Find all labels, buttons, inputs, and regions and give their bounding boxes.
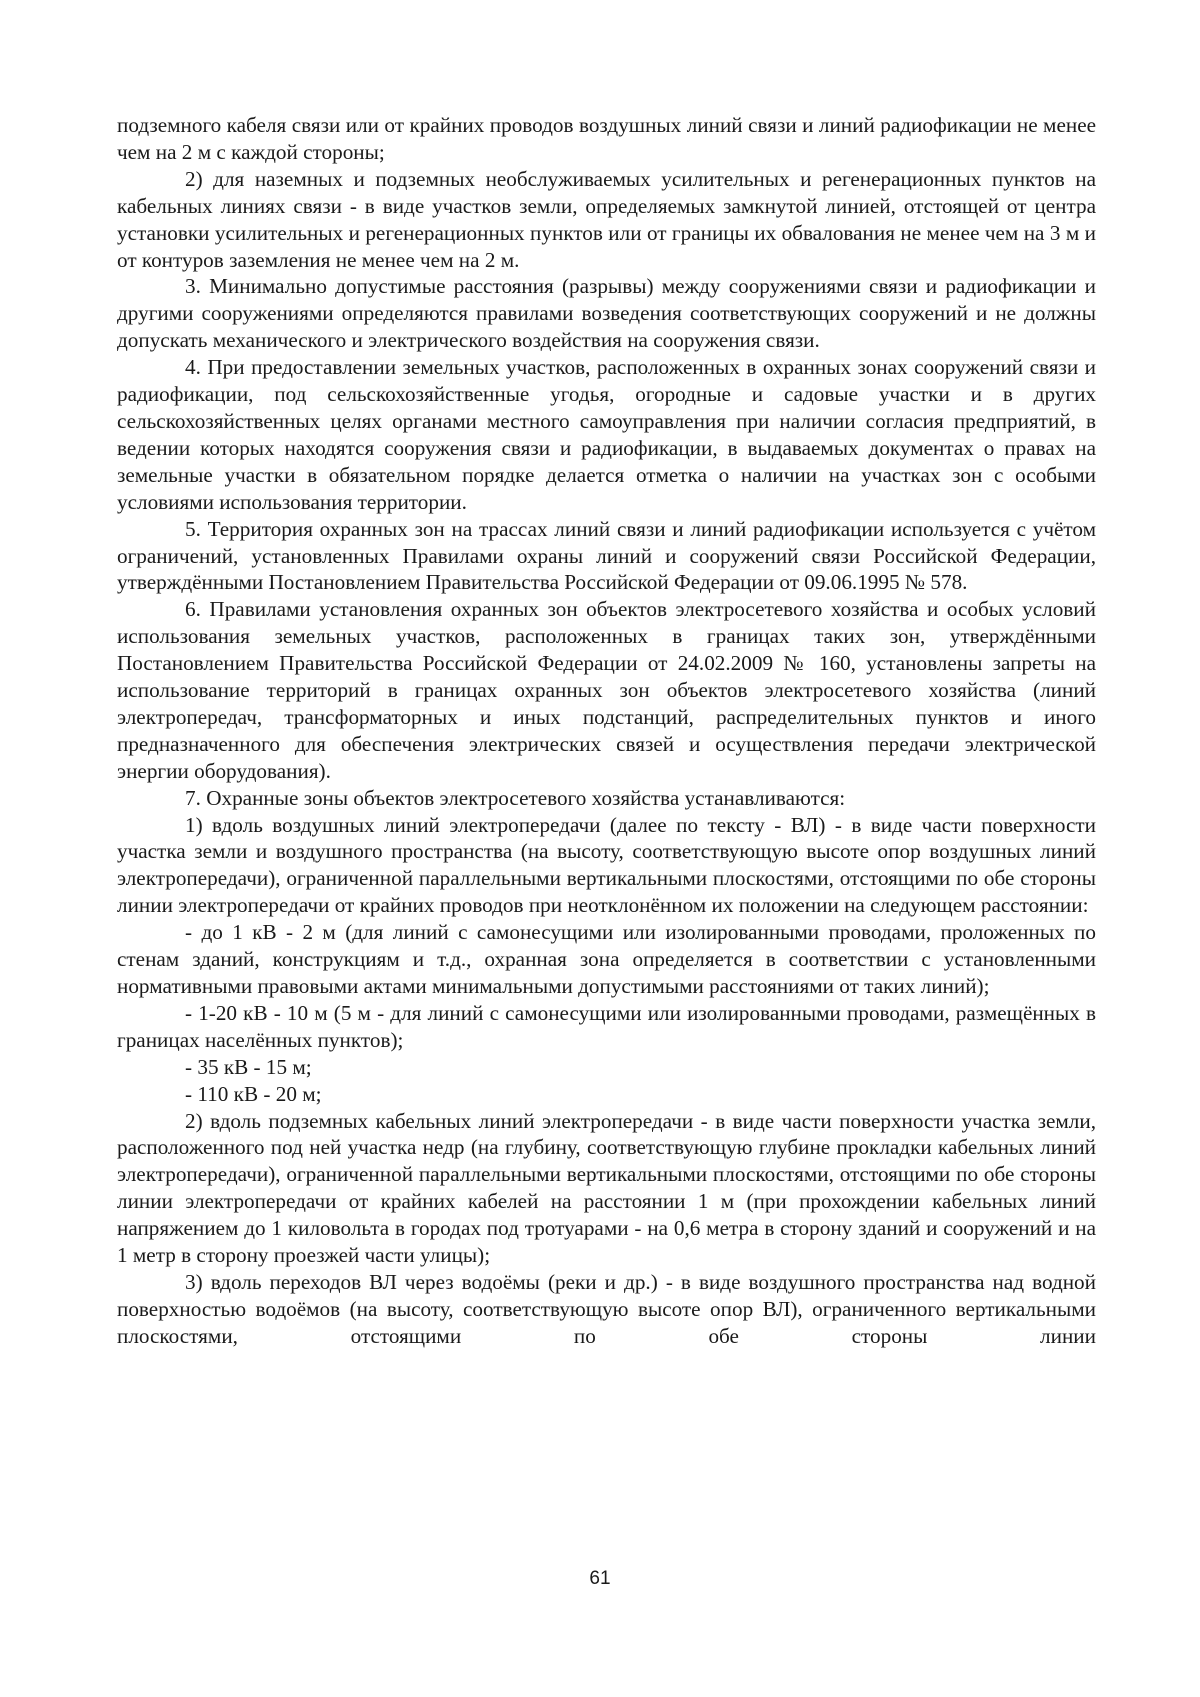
paragraph-overhead-lines: 1) вдоль воздушных линий электропередачи (далее по тексту - ВЛ) - в виде части поверхности участка земли и воздушного пространства (на высоту, соответствующую высоте опор воздушных линий электропередачи), ограниченной параллельными вертикальными плоскостями, отстоящими по обе стороны линии электропередачи от крайних проводов при неотклонённом их положении на следующем расстоянии: xyxy=(117,812,1096,918)
paragraph-3-min-distances: 3. Минимально допустимые расстояния (разрывы) между сооружениями связи и радиофикации и другими сооружениями определяются правилами возведения соответствующих сооружений и не должны допускать механического и электрического воздействия на сооружения связи. xyxy=(117,274,1096,353)
list-item-110kv: - 110 кВ - 20 м; xyxy=(185,1081,322,1106)
document-body xyxy=(117,112,1096,1350)
page-number: 61 xyxy=(589,1568,611,1589)
list-item-up-to-1kv: - до 1 кВ - 2 м (для линий с самонесущими или изолированными проводами, проложенных по стенам зданий, конструкциям и т.д., охранная зона определяется в соответствии с установленными нормативными правовыми актами минимальными допустимыми расстояниями от таких линий); xyxy=(117,920,1096,998)
paragraph-6-rules: 6. Правилами установления охранных зон объектов электросетевого хозяйства и особых условий использования земельных участков, расположенных в границах таких зон, утверждёнными Постановлением Правительства Российской Федерации от 24.02.2009 № 160, установлены запреты на использование территорий в границах охранных зон объектов электросетевого хозяйства (линий электропередач, трансформаторных и иных подстанций, распределительных пунктов и иного предназначенного для обеспечения электрических связей и осуществления передачи электрической энергии оборудования). xyxy=(117,597,1096,783)
paragraph-item-2-unattended-points: 2) для наземных и подземных необслуживаемых усилительных и регенерационных пунктов на кабельных линиях связи - в виде участков земли, определяемых замкнутой линией, отстоящей от центра установки усилительных и регенерационных пунктов или от границы их обвалования не менее чем на 3 м и от контуров заземления не менее чем на 2 м. xyxy=(117,166,1096,272)
list-item-1-20kv: - 1-20 кВ - 10 м (5 м - для линий с самонесущими или изолированными проводами, размещённых в границах населённых пунктов); xyxy=(117,1000,1096,1052)
list-item-35kv: - 35 кВ - 15 м; xyxy=(185,1054,312,1079)
paragraph-7-zones: 7. Охранные зоны объектов электросетевого хозяйства устанавливаются: xyxy=(185,785,846,810)
paragraph-5-territory: 5. Территория охранных зон на трассах линий связи и линий радиофикации используется с учётом ограничений, установленных Правилами охраны линий и сооружений связи Российской Федерации, утверждёнными Постановлением Правительства Российской Федерации от 09.06.1995 № 578. xyxy=(117,516,1096,595)
paragraph-underground-cables: 2) вдоль подземных кабельных линий электропередачи - в виде части поверхности участка земли, расположенного под ней участка недр (на глубину, соответствующую глубине прокладки кабельных линий электропередачи), ограниченной параллельными вертикальными плоскостями, отстоящими по обе стороны линии электропередачи от крайних кабелей на расстоянии 1 м (при прохождении кабельных линий напряжением до 1 киловольта в городах под тротуарами - на 0,6 метра в сторону зданий и сооружений и на 1 метр в сторону проезжей части улицы); xyxy=(117,1108,1096,1268)
paragraph-4-land-plots: 4. При предоставлении земельных участков, расположенных в охранных зонах сооружений связи и радиофикации, под сельскохозяйственные угодья, огородные и садовые участки и в других сельскохозяйственных целях органами местного самоуправления при наличии согласия предприятий, в ведении которых находятся сооружения связи и радиофикации, в выдаваемых документах о правах на земельные участки в обязательном порядке делается отметка о наличии на участках зон с особыми условиями использования территории. xyxy=(117,355,1096,514)
paragraph-water-crossings: 3) вдоль переходов ВЛ через водоёмы (реки и др.) - в виде воздушного пространства над водной поверхностью водоёмов (на высоту, соответствующую высоте опор ВЛ), ограниченного вертикальными плоскостями, отстоящими по обе стороны линии xyxy=(117,1269,1096,1348)
paragraph-continuation: подземного кабеля связи или от крайних проводов воздушных линий связи и линий радиофикации не менее чем на 2 м с каждой стороны; xyxy=(117,113,1096,164)
